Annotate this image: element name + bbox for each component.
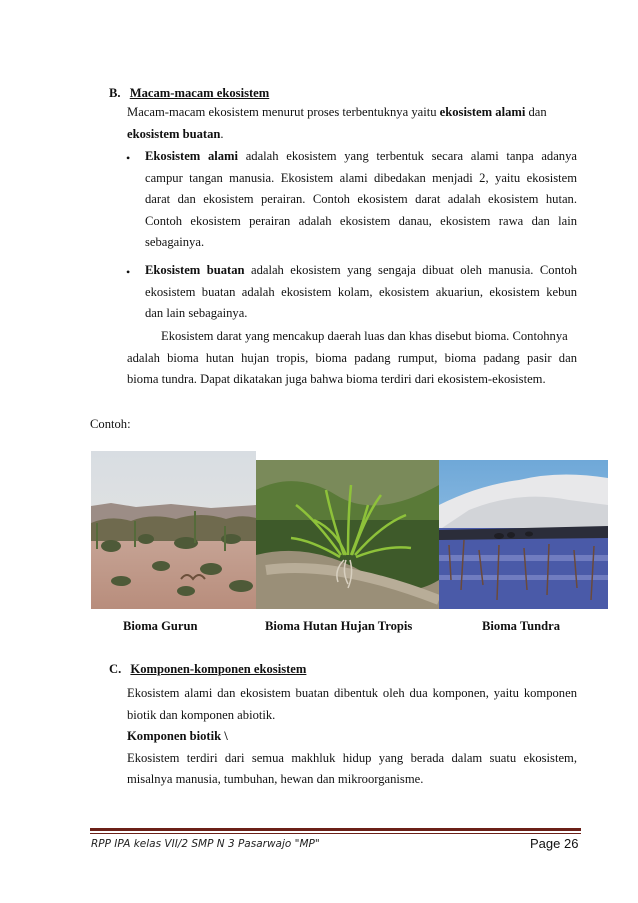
intro-text: Macam-macam ekosistem menurut proses terbentuknya yaitu bbox=[127, 105, 440, 119]
bullet-ekosistem-alami bbox=[145, 146, 577, 254]
bullet-icon: • bbox=[126, 151, 131, 165]
paragraph-line: adalah bioma hutan hujan tropis, bioma padang rumput, bioma padang pasir dan bbox=[127, 350, 577, 365]
paragraph-line: Ekosistem darat yang mencakup daerah luas dan khas disebut bioma. Contohnya bbox=[161, 329, 568, 343]
section-b-heading bbox=[109, 86, 269, 101]
bullet-line: adalah ekosistem yang terbentuk secara alami tanpa adanya bbox=[238, 149, 577, 163]
bullet-ekosistem-buatan bbox=[145, 260, 577, 325]
bioma-paragraph bbox=[127, 326, 577, 391]
intro-text: . bbox=[220, 126, 224, 141]
bullet-line: Contoh ekosistem perairan adalah ekosistem danau, ekosistem rawa dan lain bbox=[145, 213, 577, 228]
section-b-intro bbox=[127, 102, 577, 145]
section-c-heading bbox=[109, 662, 306, 677]
contoh-label: Contoh: bbox=[90, 417, 131, 431]
bullet-term: Ekosistem buatan bbox=[145, 263, 245, 277]
section-b-title: Macam-macam ekosistem bbox=[129, 86, 270, 100]
bullet-line: sebagainya. bbox=[145, 235, 205, 250]
caption-bioma-gurun: Bioma Gurun bbox=[123, 619, 198, 633]
desert-biome-image bbox=[91, 451, 256, 609]
bullet-term: Ekosistem alami bbox=[145, 149, 239, 163]
paragraph-line: bioma tundra. Dapat dikatakan juga bahwa bioma terdiri dari ekosistem-ekosistem. bbox=[127, 372, 546, 387]
section-c-title: Komponen-komponen ekosistem bbox=[130, 662, 307, 676]
bullet-line: adalah ekosistem yang sengaja dibuat oleh manusia. Contoh bbox=[244, 263, 577, 277]
intro-term-alami: ekosistem alami bbox=[439, 105, 526, 119]
intro-term-buatan: ekosistem buatan bbox=[127, 126, 221, 141]
body-line: Ekosistem alami dan ekosistem buatan dibentuk oleh dua komponen, yaitu komponen bbox=[127, 686, 577, 700]
footer-divider bbox=[90, 828, 581, 831]
rainforest-biome-image bbox=[256, 460, 439, 609]
footer-title: RPP IPA kelas VII/2 SMP N 3 Pasarwajo "MP" bbox=[91, 838, 320, 850]
tundra-biome-image bbox=[439, 460, 608, 609]
intro-text: dan bbox=[525, 105, 547, 119]
section-c-letter: C. bbox=[109, 662, 122, 676]
body-line: Ekosistem terdiri dari semua makhluk hidup yang berada dalam suatu ekosistem, bbox=[127, 750, 577, 765]
bullet-line: darat dan ekosistem perairan. Contoh ekosistem darat adalah ekosistem hutan. bbox=[145, 192, 577, 207]
bullet-line: ekosistem buatan adalah ekosistem kolam, ekosistem akuariun, ekosistem kebun bbox=[145, 284, 577, 299]
body-line: biotik dan komponen abiotik. bbox=[127, 707, 276, 722]
section-c-body bbox=[127, 683, 577, 791]
caption-bioma-tundra: Bioma Tundra bbox=[482, 619, 561, 633]
bullet-line: dan lain sebagainya. bbox=[145, 306, 248, 321]
komponen-biotik-heading: Komponen biotik \ bbox=[127, 729, 228, 744]
bullet-icon: • bbox=[126, 265, 131, 279]
caption-bioma-hutan: Bioma Hutan Hujan Tropis bbox=[265, 619, 413, 633]
footer-divider-thin bbox=[90, 833, 581, 834]
section-b-letter: B. bbox=[109, 86, 121, 100]
bullet-line: campur tangan manusia. Ekosistem alami dibedakan menjadi 2, yaitu ekosistem bbox=[145, 170, 577, 185]
page-number: Page 26 bbox=[530, 836, 579, 851]
body-line: misalnya manusia, tumbuhan, hewan dan mikroorganisme. bbox=[127, 772, 424, 787]
